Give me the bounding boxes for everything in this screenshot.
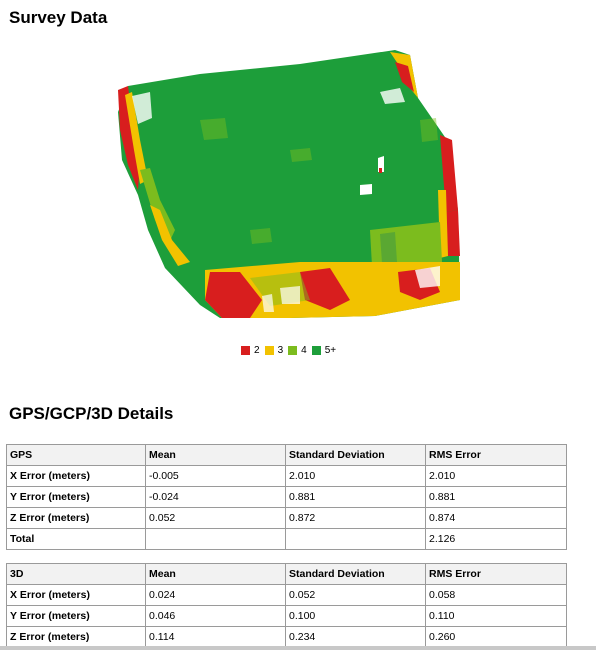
table-cell: 0.024 bbox=[146, 585, 286, 606]
legend-item bbox=[312, 345, 336, 356]
row-label: X Error (meters) bbox=[7, 466, 146, 487]
table-header-row bbox=[7, 445, 567, 466]
legend-item bbox=[265, 345, 284, 356]
table-cell: -0.005 bbox=[146, 466, 286, 487]
table-cell: 0.052 bbox=[146, 508, 286, 529]
table-cell: 0.114 bbox=[146, 627, 286, 648]
coverage-legend bbox=[241, 345, 341, 356]
table-cell: 0.046 bbox=[146, 606, 286, 627]
table-row bbox=[7, 627, 567, 648]
row-label: Z Error (meters) bbox=[7, 627, 146, 648]
table-cell: 0.234 bbox=[286, 627, 426, 648]
legend-swatch bbox=[241, 346, 250, 355]
table-cell: -0.024 bbox=[146, 487, 286, 508]
threed-error-table bbox=[6, 563, 567, 648]
table-cell: 0.874 bbox=[426, 508, 567, 529]
table-cell: 0.110 bbox=[426, 606, 567, 627]
legend-swatch bbox=[288, 346, 297, 355]
overlap-coverage-map bbox=[110, 44, 462, 324]
survey-data-heading: Survey Data bbox=[9, 8, 108, 27]
table-cell bbox=[286, 529, 426, 550]
legend-item bbox=[241, 345, 260, 356]
table-cell: 2.126 bbox=[426, 529, 567, 550]
table-cell: 0.881 bbox=[286, 487, 426, 508]
table-cell: 0.872 bbox=[286, 508, 426, 529]
table-row bbox=[7, 466, 567, 487]
column-header: RMS Error bbox=[426, 564, 567, 585]
legend-swatch bbox=[265, 346, 274, 355]
column-header: Standard Deviation bbox=[286, 564, 426, 585]
table-header-row bbox=[7, 564, 567, 585]
legend-swatch bbox=[312, 346, 321, 355]
legend-label: 5+ bbox=[324, 345, 337, 356]
table-cell: 2.010 bbox=[426, 466, 567, 487]
table-cell: 0.260 bbox=[426, 627, 567, 648]
column-header: RMS Error bbox=[426, 445, 567, 466]
table-cell: 0.052 bbox=[286, 585, 426, 606]
table-cell: 2.010 bbox=[286, 466, 426, 487]
table-row bbox=[7, 529, 567, 550]
legend-label: 4 bbox=[301, 345, 307, 356]
table-row bbox=[7, 487, 567, 508]
row-label: Z Error (meters) bbox=[7, 508, 146, 529]
row-label: Total bbox=[7, 529, 146, 550]
table-cell: 0.881 bbox=[426, 487, 567, 508]
table-cell: 0.058 bbox=[426, 585, 567, 606]
row-label: X Error (meters) bbox=[7, 585, 146, 606]
horizontal-scrollbar[interactable] bbox=[0, 646, 596, 650]
column-header: GPS bbox=[7, 445, 146, 466]
row-label: Y Error (meters) bbox=[7, 606, 146, 627]
row-label: Y Error (meters) bbox=[7, 487, 146, 508]
gps-gcp-3d-details-heading: GPS/GCP/3D Details bbox=[9, 404, 174, 423]
table-row bbox=[7, 606, 567, 627]
legend-item bbox=[288, 345, 307, 356]
table-cell bbox=[146, 529, 286, 550]
table-cell: 0.100 bbox=[286, 606, 426, 627]
column-header: Mean bbox=[146, 445, 286, 466]
gps-error-table bbox=[6, 444, 567, 550]
legend-label: 3 bbox=[277, 345, 284, 356]
table-row bbox=[7, 585, 567, 606]
legend-label: 2 bbox=[254, 345, 260, 356]
column-header: Standard Deviation bbox=[286, 445, 426, 466]
column-header: 3D bbox=[7, 564, 146, 585]
table-row bbox=[7, 508, 567, 529]
column-header: Mean bbox=[146, 564, 286, 585]
